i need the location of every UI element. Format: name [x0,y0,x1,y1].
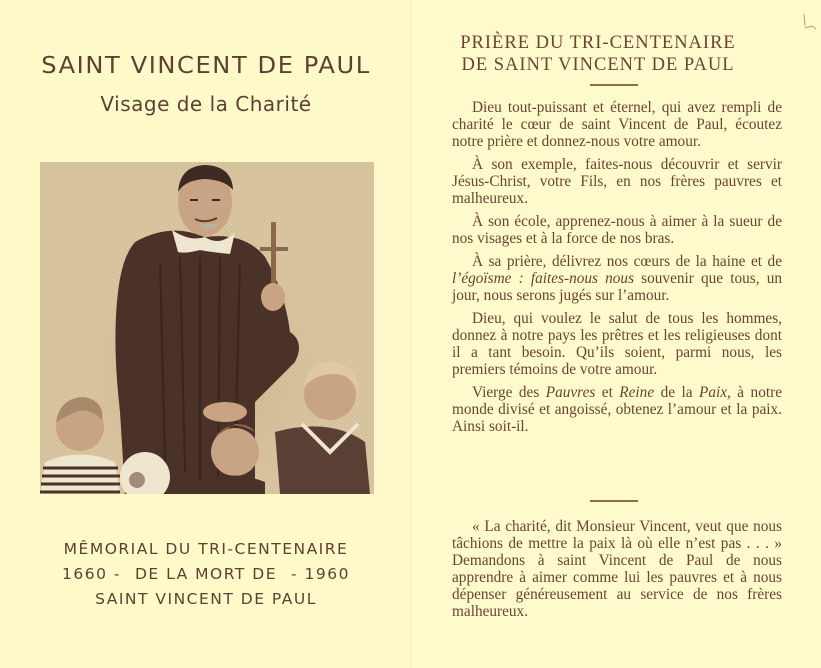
memorial-line-2-middle: DE LA MORT DE [134,565,278,583]
memorial-year-start: 1660 - [62,565,121,583]
portrait-drawing [40,162,374,494]
prayer-title [412,32,784,76]
memorial-year-end: - 1960 [291,565,350,583]
saint-portrait-illustration [40,162,374,494]
prayer-text [452,99,782,441]
paragraph-6-text: et [595,384,620,401]
paragraph-4-italic: l’égoïsme : faites-nous nous [452,270,635,287]
prayer-paragraph-5: Dieu, qui voulez le salut de tous les hommes, donnez à notre pays les prêtres et les religieuses dont il a tant besoin. Qu’ils soient, parmi nous, les premiers témoins de votre amour. [452,310,782,378]
paragraph-4-text: À sa prière, délivrez nos cœurs de la haine et de [472,253,782,270]
prayer-paragraph-2: À son exemple, faites-nous découvrir et servir Jésus-Christ, votre Fils, en nos frères pauvres et malheureux. [452,156,782,207]
prayer-paragraph-3: À son école, apprenez-nous à aimer à la sueur de nos visages et à la force de nos bras. [452,213,782,247]
prayer-paragraph-1: Dieu tout-puissant et éternel, qui avez rempli de charité le cœur de saint Vincent de Paul, écoutez notre prière et donnez-nous votre amour. [452,99,782,150]
paragraph-6-italic-paix: Paix, [698,384,731,401]
prayer-title-line-1: PRIÈRE DU TRI-CENTENAIRE [460,33,736,53]
child-center-face [211,428,259,476]
child-back-hair-shadow [129,472,145,488]
quote-paragraph: « La charité, dit Monsieur Vincent, veut que nous tâchions de mettre la paix là où elle n’est pas . . . » Demandons à saint Vincent de Paul de nous apprendre à aimer comme lui les pauvres et à nous dépenser généreusement au service de nos frères malheureux. [452,518,782,620]
saint-blessing-hand [203,402,247,422]
prayer-paragraph-4 [452,253,782,304]
paragraph-6-italic-reine: Reine [619,384,655,401]
vincent-quote [452,518,782,620]
memorial-line-3: SAINT VINCENT DE PAUL [95,590,317,608]
crucifix-crossbar [260,247,288,251]
paragraph-4-text-end: souvenir que tous, un jour, nous serons jugés sur l’amour. [452,270,782,304]
title-divider-rule [590,84,638,86]
card-subtitle: Visage de la Charité [100,92,312,116]
paragraph-6-text: Vierge des [472,384,546,401]
prayer-title-line-2: DE SAINT VINCENT DE PAUL [461,55,735,75]
memorial-line-1: MÊMORIAL DU TRI-CENTENAIRE [63,540,349,558]
paragraph-6-italic-pauvres: Pauvres [545,384,596,401]
quote-divider-rule [590,500,638,502]
paragraph-6-text: de la [654,384,699,401]
crucifix-staff [271,222,276,292]
child-left-shirt [40,455,120,495]
memorial-line-2 [0,562,412,587]
paragraph-6-text-end: à notre monde divisé et angoissé, obtenez l’amour et la paix. Ainsi soit-il. [452,384,782,435]
paper-scratch-mark [800,12,818,38]
saint-raised-hand [261,283,285,311]
child-right-sailor-suit [275,426,370,494]
card-title: SAINT VINCENT DE PAUL [41,53,371,79]
prayer-paragraph-6 [452,384,782,435]
memorial-caption [0,537,412,612]
